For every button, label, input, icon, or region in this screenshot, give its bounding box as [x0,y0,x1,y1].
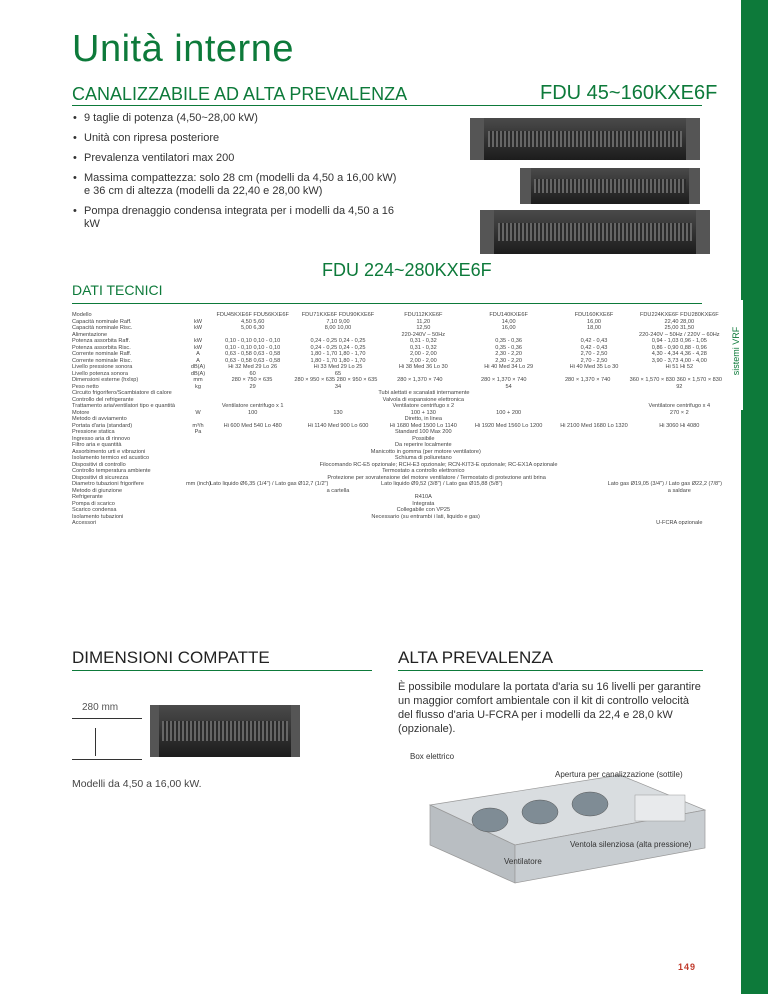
spec-value: 4,50 5,60 [240,318,265,325]
spec-value: Manicotto in gomma (per motore ventilatore) [370,448,481,455]
spec-value: FDU45KXE6F FDU56KXE6F [216,312,289,318]
spec-value: 0,86 - 0,90 0,88 - 0,96 [651,344,707,351]
spec-unit: m³/h [192,422,204,429]
spec-value: 2,70 - 2,50 [580,351,608,357]
spec-value: 29 [249,383,256,390]
spec-label: Ingresso aria di rinnovo [72,435,131,442]
spec-unit: kg [195,383,201,390]
spec-value: Necessario (su entrambi i lati, liquido e gas) [371,513,480,520]
spec-value: 220-240V – 50Hz [401,331,446,338]
spec-value: Lato liquido Ø6,35 (1/4") / Lato gas Ø12,7 (1/2") [210,481,329,487]
spec-unit: kW [193,325,203,331]
spec-label: Potenza assorbita Risc. [72,344,131,351]
spec-value: 3,90 - 3,73 4,00 - 4,00 [651,357,707,364]
spec-value: Ventilatore centrifugo x 4 [648,403,711,409]
spec-value: FDU140KXE6F [489,312,528,318]
spec-label: Portata d'aria (standard) [72,422,133,429]
alta-prevalenza-text: È possibile modulare la portata d'aria su 16 livelli per garantire un maggior comfort ambientale con il kit di controllo velocità del flusso d'aria U-FCRA per i modelli da 22,4 e 28,0 kW (opzionale). [398,681,701,735]
spec-row [72,520,722,527]
spec-value: 16,00 [586,318,601,325]
callout-box-elettrico: Box elettrico [410,752,455,761]
spec-value: 11,20 [416,318,431,325]
spec-label: Corrente nominale Raff. [72,351,132,357]
spec-value [551,520,636,527]
feature-item: • Prevalenza ventilatori max 200 [72,152,402,165]
dimension-caption: Modelli da 4,50 a 16,00 kW. [72,778,202,790]
spec-value: 22,40 28,00 [664,318,695,325]
spec-value: Standard 100 Max 200 [395,429,452,435]
spec-value: 280 × 1,370 × 740 [397,377,443,383]
spec-value: Lato liquido Ø9,52 (3/8") / Lato gas Ø15,88 (5/8") [380,481,503,487]
spec-value: 34 [334,383,342,390]
spec-unit: kW [193,338,203,344]
spec-unit: dB(A) [190,364,206,370]
spec-label: Filtro aria e quantità [72,442,122,448]
model-small-title: FDU 45~160KXE6F [540,82,718,104]
spec-label: Metodo di giunzione [72,487,123,494]
side-tab-label: sistemi VRF [731,326,741,376]
spec-value: Hi 51 Hi 52 [665,364,694,370]
spec-value: Tubi alettati e scanalati internamente [378,390,470,396]
spec-label: Assorbimento urti e vibrazioni [72,448,146,455]
dimensioni-title: DIMENSIONI COMPATTE [72,648,270,667]
dimension-label: 280 mm [82,702,119,713]
spec-value: 7,10 9,00 [326,318,350,325]
spec-value: 8,00 10,00 [324,325,352,331]
spec-value: 14,00 [501,318,516,325]
unit-image-small [470,118,700,160]
spec-label: Isolamento termico ed acustico [72,455,150,461]
spec-value: 0,24 - 0,25 0,24 - 0,25 [310,338,366,344]
divider [72,670,372,671]
spec-unit: W [195,409,201,416]
spec-value [295,520,380,527]
spec-label: Controllo temperatura ambiente [72,468,151,474]
spec-value: 12,50 [416,325,431,331]
spec-label: Scarico condensa [72,507,117,513]
divider [72,105,702,106]
spec-unit: kW [193,344,203,351]
spec-value: 280 × 1,370 × 740 [564,377,611,383]
spec-value: Valvola di espansione elettronica [382,396,464,403]
spec-value: 0,31 - 0,32 [409,344,437,351]
unit-image-medium [520,168,700,204]
spec-value: Diretto, in linea [404,416,442,422]
spec-label: Dispositivi di controllo [72,461,126,468]
spec-table [72,312,722,527]
spec-value: Hi 33 Med 29 Lo 25 [313,364,363,370]
spec-value: Ventilatore centrifugo x 2 [392,403,455,409]
spec-label: Peso netto [72,383,99,390]
spec-value: Schiuma di poliuretano [394,455,452,461]
spec-value: Hi 1680 Med 1500 Lo 1140 [389,422,457,429]
spec-value: Hi 2100 Med 1680 Lo 1320 [560,422,628,429]
spec-label: Modello [72,312,92,318]
callout-apertura: Apertura per canalizzazione (sottile) [555,770,683,779]
spec-label: Livello pressione sonora [72,364,133,370]
spec-value: a saldare [667,487,691,494]
dimension-line [95,728,96,756]
spec-label: Controllo del refrigerante [72,396,134,403]
spec-label: Potenza assorbita Raff. [72,338,131,344]
spec-value: Lato gas Ø19,05 (3/4") / Lato gas Ø22,2 (7/8") [607,481,722,487]
spec-value: Hi 1920 Med 1560 Lo 1200 [474,422,543,429]
spec-value: 100 + 130 [410,409,436,416]
spec-value: Termostato a controllo elettronico [382,468,465,474]
spec-label: Capacità nominale Raff. [72,318,132,325]
spec-value: 25,00 31,50 [664,325,695,331]
spec-value: 60 [249,370,256,377]
spec-value: a cartella [326,487,350,494]
alta-prevalenza-title: ALTA PREVALENZA [398,648,553,667]
dimension-diagram [72,718,142,760]
spec-value: 280 × 1,370 × 740 [481,377,527,383]
spec-value: 0,94 - 1,03 0,96 - 1,05 [651,338,707,344]
spec-unit: A [196,357,200,364]
callout-ventola: Ventola silenziosa (alta pressione) [570,840,692,849]
spec-value: 1,80 - 1,70 1,80 - 1,70 [310,351,366,357]
divider [72,303,702,304]
spec-value: 0,10 - 0,10 0,10 - 0,10 [225,338,281,344]
spec-label: Motore [72,409,90,416]
spec-label: Alimentazione [72,331,108,338]
spec-value: 5,00 6,30 [240,325,265,331]
spec-value: FDU160KXE6F [574,312,614,318]
spec-label: Dispositivi di sicurezza [72,474,129,481]
spec-value: 92 [676,383,683,390]
spec-value: 100 [247,409,258,416]
spec-value: 270 × 2 [669,409,689,416]
dati-tecnici-title: DATI TECNICI [72,282,163,298]
spec-label: Metodo di avviamento [72,416,127,422]
spec-label: Livello potenza sonora [72,370,128,377]
spec-value: 0,35 - 0,36 [495,344,523,351]
spec-label: Trattamento aria/ventilatori tipo e quantità [72,403,176,409]
spec-value: Integrata [412,500,435,507]
spec-unit [186,520,210,527]
spec-value: 16,00 [501,325,516,331]
page-number: 149 [678,962,697,972]
spec-value: 2,30 - 2,20 [495,351,523,357]
spec-label: Refrigerante [72,494,103,500]
spec-value: Hi 1140 Med 900 Lo 600 [307,422,369,429]
spec-value: Hi 3060 Hi 4080 [659,422,700,429]
spec-value: 0,63 - 0,58 0,63 - 0,58 [225,357,281,364]
unit-image-compact [150,705,300,757]
spec-value: Ventilatore centrifugo x 1 [221,403,284,409]
spec-value: Hi 32 Med 29 Lo 26 [228,364,278,370]
spec-label: Dimensioni esterne (hxlxp) [72,377,139,383]
feature-item: • Massima compattezza: solo 28 cm (modelli da 4,50 a 16,00 kW) e 36 cm di altezza (modelli da 22,40 e 28,00 kW) [72,172,402,198]
spec-label: Circuito frigorifero/Scambiatore di calore [72,390,172,396]
spec-value: Hi 40 Med 34 Lo 29 [484,364,534,370]
spec-value: 2,70 - 2,50 [580,357,608,364]
spec-value: R410A [414,494,432,500]
spec-value: FDU224KXE6F FDU280KXE6F [639,312,719,318]
spec-value: Filocomando RC-E5 opzionale; RCH-E3 opzionale; RCN-KIT3-E opzionale; RC-EX1A opzionale [319,461,558,468]
spec-value: 54 [505,383,512,390]
spec-unit: mm (inch) [186,481,211,487]
callout-ventilatore: Ventilatore [504,857,542,866]
spec-label: Diametro tubazioni frigorifere [72,481,144,487]
side-color-bar [741,0,768,994]
spec-value: 360 × 1,570 × 830 360 × 1,570 × 830 [629,377,722,383]
spec-value: FDU71KXE6F FDU90KXE6F [301,312,375,318]
spec-value: FDU112KXE6F [404,312,443,318]
unit-image-large [480,210,710,254]
spec-unit: dB(A) [190,370,206,377]
spec-value: 100 + 200 [496,409,522,416]
spec-value [466,520,551,527]
side-tab [729,300,743,410]
spec-value [381,520,466,527]
spec-value: Da reperire localmente [395,442,452,448]
model-large-title: FDU 224~280KXE6F [322,260,492,280]
feature-item: • Pompa drenaggio condensa integrata per i modelli da 4,50 a 16 kW [72,205,402,231]
spec-value: 4,30 - 4,34 4,36 - 4,28 [651,351,707,357]
spec-value: 220-240V – 50Hz / 220V – 60Hz [639,331,720,338]
spec-value: 0,63 - 0,58 0,63 - 0,58 [225,351,281,357]
page-title: Unità interne [72,28,294,70]
spec-value [210,520,295,527]
spec-label: Pressione statica [72,429,115,435]
spec-label: Accessori [72,520,97,526]
spec-label: Capacità nominale Risc. [72,325,133,331]
spec-value: U-FCRA opzionale [656,520,703,526]
spec-unit: kW [193,318,203,325]
spec-unit: Pa [194,429,202,435]
spec-value: 2,00 - 2,00 [409,357,437,364]
spec-value: 0,42 - 0,43 [580,344,608,351]
spec-value: 130 [333,409,343,416]
spec-value: 65 [334,370,342,377]
spec-value: Hi 40 Med 35 Lo 30 [569,364,619,370]
spec-value: Collegabile con VP25 [396,507,451,513]
spec-unit: A [196,351,200,357]
divider [398,670,703,671]
feature-item: • Unità con ripresa posteriore [72,132,402,145]
section-title: CANALIZZABILE AD ALTA PREVALENZA [72,84,408,104]
spec-value: 0,10 - 0,10 0,10 - 0,10 [225,344,281,351]
spec-value: 18,00 [586,325,601,331]
spec-value: 0,35 - 0,36 [495,338,523,344]
spec-value: Hi 600 Med 540 Lo 480 [223,422,282,429]
spec-value: 2,00 - 2,00 [409,351,437,357]
spec-value: Protezione per sovratensione del motore ventilatore / Termostato di protezione anti brina [327,474,546,481]
spec-value: 280 × 950 × 635 280 × 950 × 635 [294,377,378,383]
spec-value: 2,30 - 2,20 [495,357,523,364]
spec-value: 0,31 - 0,32 [409,338,437,344]
spec-value: Possibile [412,435,435,442]
feature-list [72,112,402,238]
cutaway-illustration [420,765,715,890]
spec-label: Pompa di scarico [72,500,115,507]
spec-value: 280 × 750 × 635 [231,377,273,383]
spec-label: Isolamento tubazioni [72,513,124,520]
feature-item: • 9 taglie di potenza (4,50~28,00 kW) [72,112,402,125]
spec-value: 0,24 - 0,25 0,24 - 0,25 [310,344,366,351]
spec-value: 1,80 - 1,70 1,80 - 1,70 [310,357,366,364]
spec-label: Corrente nominale Risc. [72,357,133,364]
spec-value: 0,42 - 0,43 [580,338,608,344]
spec-unit: mm [193,377,203,383]
spec-value: Hi 38 Med 36 Lo 30 [398,364,448,370]
